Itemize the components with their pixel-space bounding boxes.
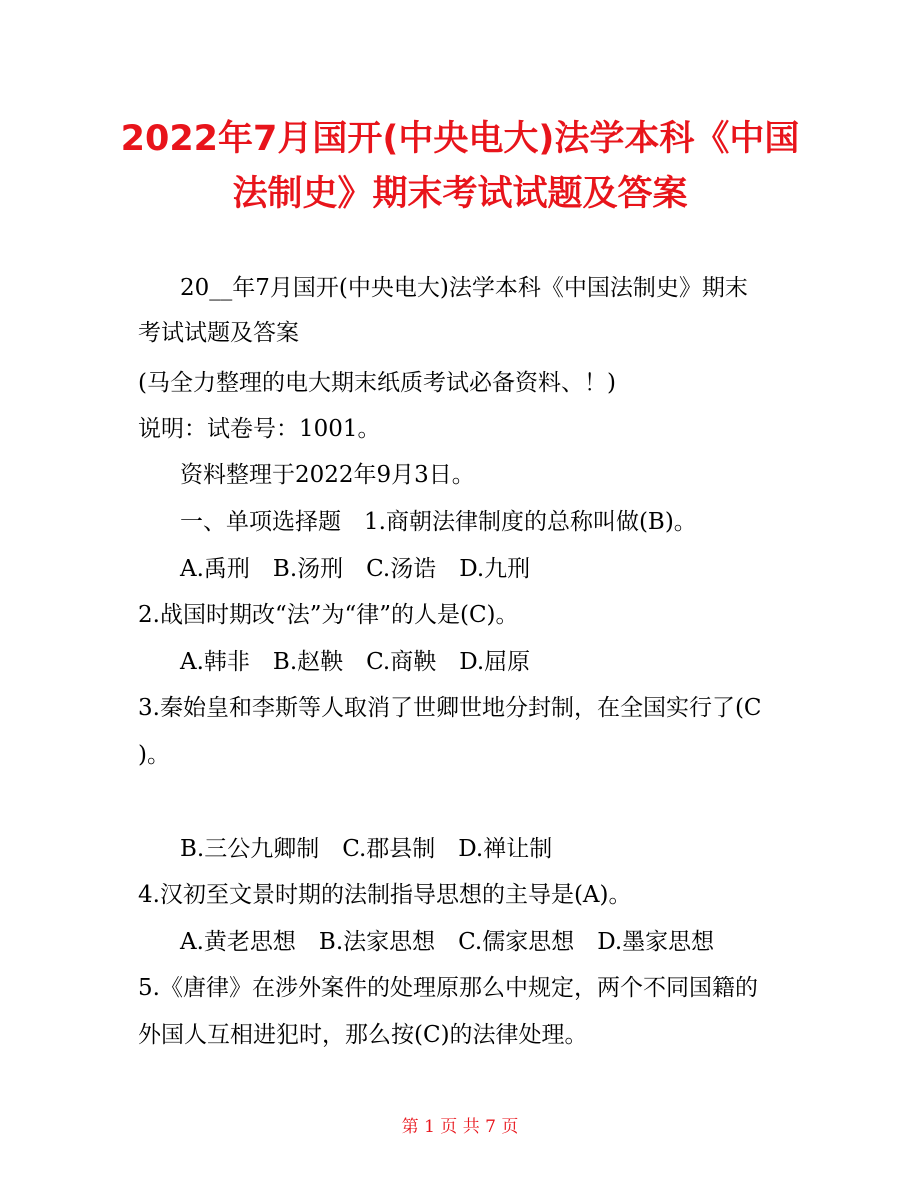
question-1: 一、单项选择题 1.商朝法律制度的总称叫做(B)。 xyxy=(180,509,697,535)
question-2-options: A.韩非 B.赵鞅 C.商鞅 D.屈原 xyxy=(180,649,531,675)
question-3-continued: )。 xyxy=(138,742,170,768)
question-4: 4.汉初至文景时期的法制指导思想的主导是(A)。 xyxy=(138,882,632,908)
question-4-options: A.黄老思想 B.法家思想 C.儒家思想 D.墨家思想 xyxy=(180,929,715,955)
text-line: 资料整理于2022年9月3日。 xyxy=(180,462,475,488)
document-title: 2022年7月国开(中央电大)法学本科《中国法制史》期末考试试题及答案 xyxy=(120,119,800,214)
question-3: 3.秦始皇和李斯等人取消了世卿世地分封制，在全国实行了(C xyxy=(138,695,762,721)
question-3-options: B.三公九卿制 C.郡县制 D.禅让制 xyxy=(180,836,553,862)
text-line: 考试试题及答案 xyxy=(138,320,299,346)
question-1-options: A.禹刑 B.汤刑 C.汤诰 D.九刑 xyxy=(180,556,531,582)
question-2: 2.战国时期改“法”为“律”的人是(C)。 xyxy=(138,602,519,628)
text-line: (马全力整理的电大期末纸质考试必备资料、！) xyxy=(138,370,616,396)
text-line: 说明：试卷号：1001。 xyxy=(138,416,381,442)
question-5-continued: 外国人互相进犯时，那么按(C)的法律处理。 xyxy=(138,1022,588,1048)
question-5: 5.《唐律》在涉外案件的处理原那么中规定，两个不同国籍的 xyxy=(138,975,758,1001)
page-number-footer: 第 1 页 共 7 页 xyxy=(401,1117,519,1137)
text-line: 20__年7月国开(中央电大)法学本科《中国法制史》期末 xyxy=(180,275,748,301)
